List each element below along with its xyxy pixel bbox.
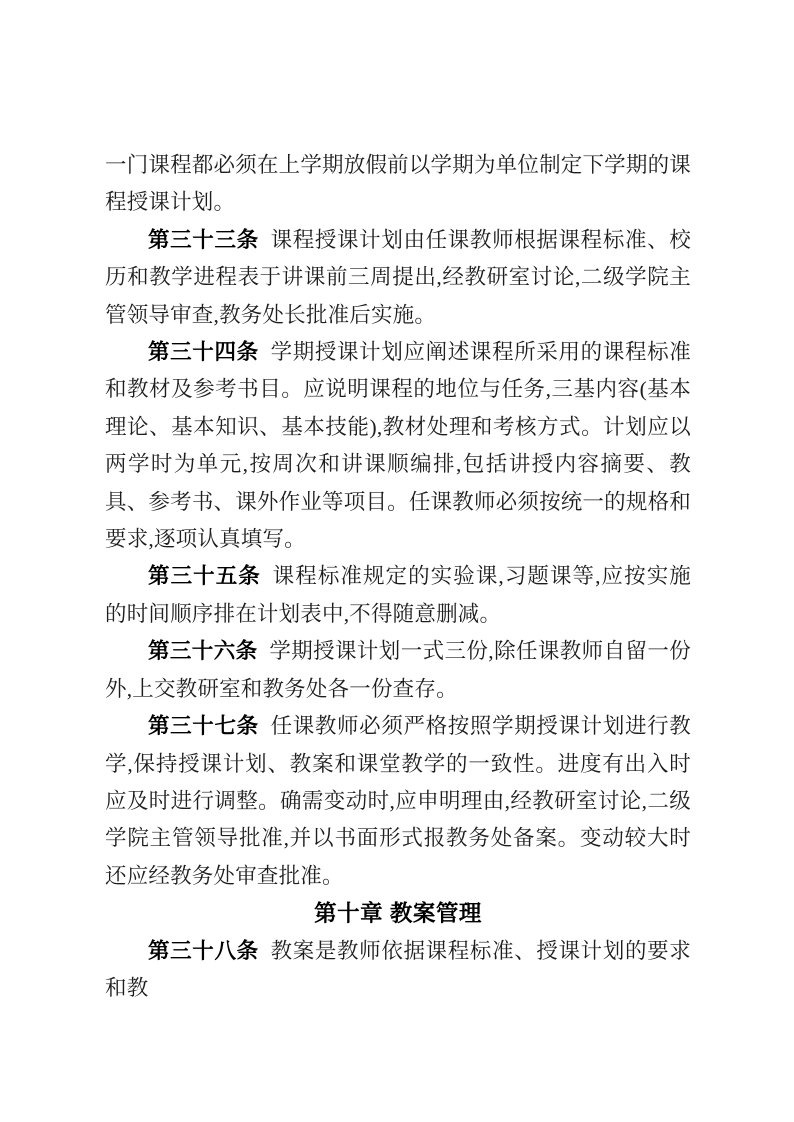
article-text: 教案是教师依据课程标准、授课计划的要求和教 (105, 938, 691, 1000)
article-number: 第三十五条 (148, 564, 261, 589)
article-text: 学期授课计划一式三份,除任课教师自留一份外,上交教研室和教务处各一份查存。 (105, 639, 691, 701)
document-body (105, 147, 691, 1007)
article-number: 第三十四条 (148, 340, 259, 365)
article-text: 课程授课计划由任课教师根据课程标准、校历和教学进程表于讲课前三周提出,经教研室讨论,二级学院主管领导审查,教务处长批准后实施。 (105, 227, 691, 327)
article-paragraph-34 (105, 334, 691, 558)
article-text: 学期授课计划应阐述课程所采用的课程标准和教材及参考书目。应说明课程的地位与任务,三基内容(基本理论、基本知识、基本技能),教材处理和考核方式。计划应以两学时为单元,按周次和讲课顺编排,包括讲授内容摘要、教具、参考书、课外作业等项目。任课教师必须按统一的规格和要求,逐项认真填写。 (105, 340, 691, 552)
article-paragraph-37 (105, 708, 691, 895)
article-number: 第三十七条 (148, 714, 259, 739)
continuation-paragraph (105, 147, 691, 222)
article-number: 第三十三条 (148, 227, 259, 252)
article-paragraph-38 (105, 933, 691, 1008)
article-paragraph-35 (105, 558, 691, 633)
article-text: 课程标准规定的实验课,习题课等,应按实施的时间顺序排在计划表中,不得随意删减。 (105, 564, 691, 626)
article-paragraph-33 (105, 222, 691, 334)
article-number: 第三十八条 (148, 938, 259, 963)
article-number: 第三十六条 (148, 639, 258, 664)
chapter-heading: 第十章 教案管理 (314, 901, 482, 927)
article-paragraph-36 (105, 633, 691, 708)
article-text: 任课教师必须严格按照学期授课计划进行教学,保持授课计划、教案和课堂教学的一致性。进度有出入时应及时进行调整。确需变动时,应申明理由,经教研室讨论,二级学院主管领导批准,并以书面形式报教务处备案。变动较大时还应经教务处审查批准。 (105, 714, 691, 888)
paragraph-text: 一门课程都必须在上学期放假前以学期为单位制定下学期的课程授课计划。 (105, 153, 691, 215)
